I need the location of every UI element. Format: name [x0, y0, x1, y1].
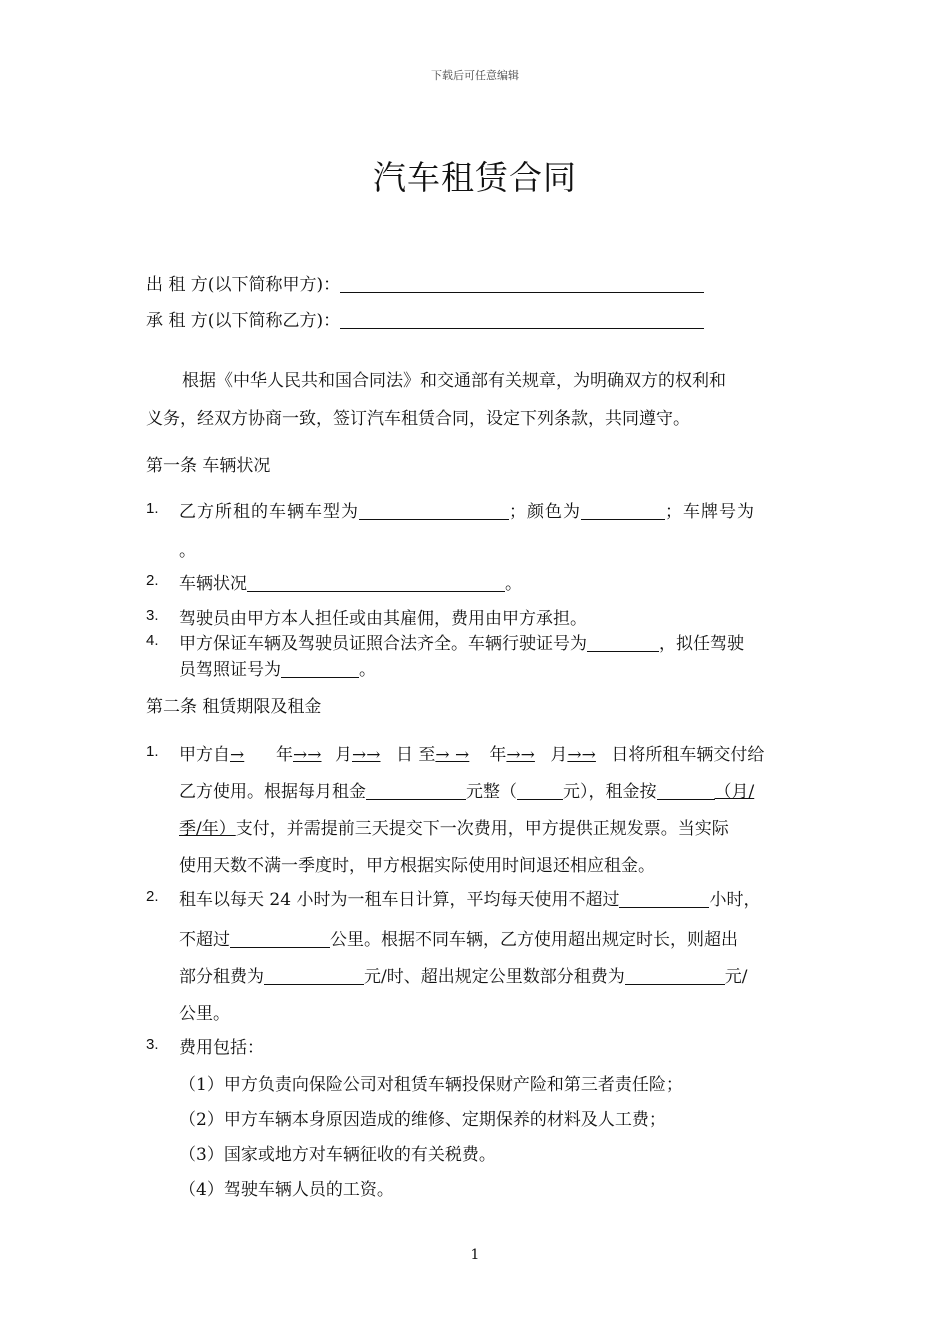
item-number: 4.: [146, 632, 159, 649]
document-title: 汽车租赁合同: [373, 158, 577, 197]
daily-km-blank[interactable]: [230, 931, 330, 948]
start-day-blank[interactable]: →→: [352, 745, 381, 765]
fee-item-2: （2）甲方车辆本身原因造成的维修、定期保养的材料及人工费；: [179, 1110, 666, 1130]
fees-include-label: 费用包括：: [179, 1038, 264, 1058]
article-1-item-4: 甲方保证车辆及驾驶员证照合法齐全。车辆行驶证号为 ，拟任驾驶: [179, 634, 744, 654]
article-2-item-2-line-2: 不超过 公里。根据不同车辆，乙方使用超出规定时长，则超出: [179, 930, 738, 950]
article-1-item-1-cont: 。: [179, 541, 196, 561]
article-2-heading: 第二条 租赁期限及租金: [146, 697, 322, 717]
end-month-blank[interactable]: →→: [506, 745, 535, 765]
lessor-label: 出 租 方(以下简称甲方)：: [146, 275, 341, 295]
article-1-item-4-cont: 员驾照证号为 。: [179, 660, 376, 680]
lessor-line: [146, 270, 704, 295]
fee-item-4: （4）驾驶车辆人员的工资。: [179, 1180, 394, 1200]
item-number: 1.: [146, 743, 159, 760]
lessee-blank[interactable]: [340, 312, 704, 329]
item-number: 3.: [146, 607, 159, 624]
item-number: 2.: [146, 888, 159, 905]
lessor-blank[interactable]: [340, 276, 704, 293]
article-1-item-1: 乙方所租的车辆车型为 ；颜色为 ；车牌号为: [179, 502, 755, 522]
article-2-item-2-line-1: 租车以每天 24 小时为一租车日计算，平均每天使用不超过 小时，: [179, 890, 761, 910]
article-1-heading: 第一条 车辆状况: [146, 456, 271, 476]
rent-digits-blank[interactable]: [517, 783, 563, 800]
item-number: 1.: [146, 500, 159, 517]
payment-period-blank[interactable]: [657, 783, 715, 800]
start-year-blank[interactable]: →: [230, 745, 245, 765]
item-number: 3.: [146, 1036, 159, 1053]
driver-license-blank[interactable]: [281, 661, 359, 678]
license-number-blank[interactable]: [587, 635, 659, 652]
lessee-line: [146, 306, 704, 331]
page-number: 1: [470, 1247, 480, 1263]
fee-item-1: （1）甲方负责向保险公司对租赁车辆投保财产险和第三者责任险；: [179, 1075, 683, 1095]
article-1-item-2: 车辆状况 。: [179, 574, 522, 594]
color-blank[interactable]: [581, 503, 665, 520]
item-number: 2.: [146, 572, 159, 589]
article-2-item-2-line-4: 公里。: [179, 1004, 230, 1024]
article-2-item-1-line-2: 乙方使用。根据每月租金 元整（ 元），租金按 （月/: [179, 782, 755, 802]
start-month-blank[interactable]: →→: [293, 745, 322, 765]
article-2-item-1-line-3: 季/年）支付，并需提前三天提交下一次费用，甲方提供正规发票。当实际: [179, 819, 729, 839]
over-km-fee-blank[interactable]: [625, 968, 725, 985]
end-year-blank[interactable]: → →: [435, 745, 470, 765]
intro-line-1: 根据《中华人民共和国合同法》和交通部有关规章，为明确双方的权利和: [182, 371, 726, 391]
article-2-item-1-line-1: 甲方自→ 年→→ 月→→ 日 至→ → 年→→ 月→→ 日将所租车辆交付给: [179, 745, 765, 765]
article-2-item-1-line-4: 使用天数不满一季度时，甲方根据实际使用时间退还相应租金。: [179, 856, 655, 876]
car-model-blank[interactable]: [359, 503, 509, 520]
article-1-item-3: 驾驶员由甲方本人担任或由其雇佣，费用由甲方承担。: [179, 609, 587, 629]
end-day-blank[interactable]: →→: [567, 745, 596, 765]
lessee-label: 承 租 方(以下简称乙方)：: [146, 311, 341, 331]
intro-line-2: 义务，经双方协商一致，签订汽车租赁合同，设定下列条款，共同遵守。: [146, 409, 690, 429]
page-header: 下载后可任意编辑: [431, 69, 519, 82]
monthly-rent-blank[interactable]: [366, 783, 466, 800]
daily-hours-blank[interactable]: [619, 891, 709, 908]
fee-item-3: （3）国家或地方对车辆征收的有关税费。: [179, 1145, 496, 1165]
vehicle-condition-blank[interactable]: [247, 575, 505, 592]
article-2-item-2-line-3: 部分租费为 元/时、超出规定公里数部分租费为 元/: [179, 967, 748, 987]
overtime-fee-blank[interactable]: [264, 968, 364, 985]
